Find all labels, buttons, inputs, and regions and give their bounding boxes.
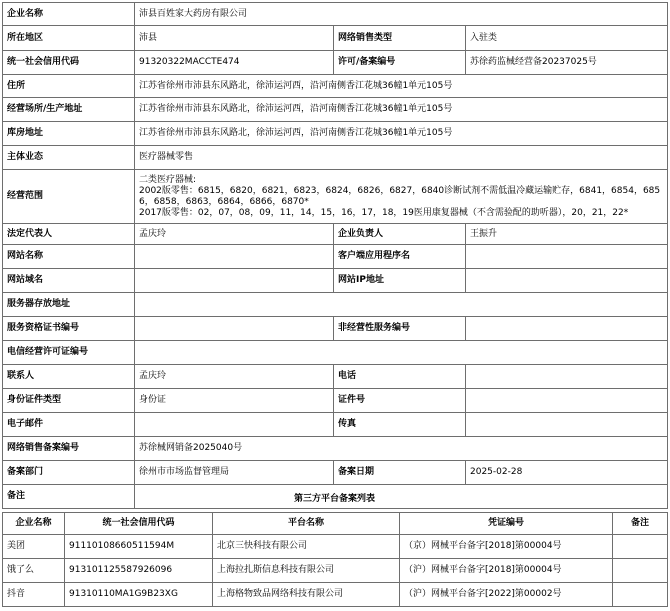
contact-value: 孟庆玲 [135,365,334,389]
service-cert-label: 服务资格证书编号 [3,317,135,341]
row-warehouse [3,122,668,146]
date-value: 2025-02-28 [466,461,668,485]
id-no-label: 证件号 [334,389,466,413]
cell-platform-name: 北京三快科技有限公司 [213,535,400,559]
telecom-label: 电信经营许可证编号 [3,341,135,365]
cell-cert-no: （沪）网械平台备字[2022]第00002号 [400,583,613,607]
non-op-value [466,317,668,341]
domain-value [135,269,334,293]
platform-list-title: 第三方平台备案列表 [293,494,375,504]
cell-platform-name: 上海拉扎斯信息科技有限公司 [213,559,400,583]
table-row [3,535,668,559]
premises-label: 经营场所/生产地址 [3,98,135,122]
fax-label: 传真 [334,413,466,437]
table-row [3,559,668,583]
region-value: 沛县 [135,26,334,51]
row-site-name [3,245,668,269]
fax-value [466,413,668,437]
email-value [135,413,334,437]
cell-company-name: 抖音 [3,583,65,607]
app-label: 客户端应用程序名 [334,245,466,269]
company-info-table [2,2,668,509]
row-scope [3,170,668,224]
cell-platform-name: 上海格物致品网络科技有限公司 [213,583,400,607]
ip-value [466,269,668,293]
platform-header-row [3,513,668,535]
ip-label: 网站IP地址 [334,269,466,293]
email-label: 电子邮件 [3,413,135,437]
row-legal-rep [3,224,668,245]
row-server [3,293,668,317]
row-service-cert [3,317,668,341]
cell-cert-no: （沪）网械平台备字[2018]第00004号 [400,559,613,583]
license-value: 苏徐药监械经营备20237025号 [466,51,668,75]
row-dept [3,461,668,485]
sales-type-label: 网络销售类型 [334,26,466,51]
row-domain [3,269,668,293]
business-value: 医疗器械零售 [135,146,668,170]
cell-credit-code: 91310110MA1G9B23XG [65,583,213,607]
id-no-value [466,389,668,413]
header-company-name: 企业名称 [3,513,65,535]
filing-no-value: 苏徐械网销备2025040号 [135,437,668,461]
cell-remark [613,535,668,559]
cell-remark [613,559,668,583]
server-label: 服务器存放地址 [3,293,135,317]
scope-line: 二类医疗器械: [139,174,197,185]
region-label: 所在地区 [3,26,135,51]
row-filing-no [3,437,668,461]
business-label: 主体业态 [3,146,135,170]
site-name-label: 网站名称 [3,245,135,269]
id-type-label: 身份证件类型 [3,389,135,413]
cell-company-name: 美团 [3,535,65,559]
head-value: 王振升 [466,224,668,245]
table-row [3,583,668,607]
scope-line: 2017版零售：02，07，08，09，11，14，15，16，17，18，19医用康复器械（不含需验配的助听器），20，21，22* [139,207,629,218]
site-name-value [135,245,334,269]
row-region [3,26,668,51]
cell-remark [613,583,668,607]
credit-code-label: 统一社会信用代码 [3,51,135,75]
contact-label: 联系人 [3,365,135,389]
cell-company-name: 饿了么 [3,559,65,583]
warehouse-value: 江苏省徐州市沛县东风路北，徐沛运河西，沿河南侧香江花城36幢1单元105号 [135,122,668,146]
scope-value [135,170,668,224]
residence-value: 江苏省徐州市沛县东风路北，徐沛运河西，沿河南侧香江花城36幢1单元105号 [135,75,668,98]
company-name-value: 沛县百姓家大药房有限公司 [135,3,668,26]
header-cert-no: 凭证编号 [400,513,613,535]
row-residence [3,75,668,98]
service-cert-value [135,317,334,341]
dept-value: 徐州市市场监督管理局 [135,461,334,485]
company-name-label: 企业名称 [3,3,135,26]
app-value [466,245,668,269]
telecom-value [135,341,668,365]
row-telecom [3,341,668,365]
cell-credit-code: 91110108660511594M [65,535,213,559]
server-value [135,293,668,317]
warehouse-label: 库房地址 [3,122,135,146]
scope-label: 经营范围 [3,170,135,224]
header-credit-code: 统一社会信用代码 [65,513,213,535]
domain-label: 网站域名 [3,269,135,293]
header-platform-name: 平台名称 [213,513,400,535]
cell-credit-code: 913101125587926096 [65,559,213,583]
premises-value: 江苏省徐州市沛县东风路北，徐沛运河西，沿河南侧香江花城36幢1单元105号 [135,98,668,122]
filing-no-label: 网络销售备案编号 [3,437,135,461]
residence-label: 住所 [3,75,135,98]
non-op-label: 非经营性服务编号 [334,317,466,341]
legal-rep-value: 孟庆玲 [135,224,334,245]
phone-value [466,365,668,389]
row-business [3,146,668,170]
cell-cert-no: （京）网械平台备字[2018]第00004号 [400,535,613,559]
head-label: 企业负责人 [334,224,466,245]
row-id-type [3,389,668,413]
phone-label: 电话 [334,365,466,389]
legal-rep-label: 法定代表人 [3,224,135,245]
date-label: 备案日期 [334,461,466,485]
dept-label: 备案部门 [3,461,135,485]
row-email [3,413,668,437]
credit-code-value: 91320322MACCTE474 [135,51,334,75]
row-contact [3,365,668,389]
header-remark: 备注 [613,513,668,535]
id-type-value: 身份证 [135,389,334,413]
license-label: 许可/备案编号 [334,51,466,75]
row-premises [3,98,668,122]
platform-table [2,512,668,607]
row-company-name [3,3,668,26]
sales-type-value: 入驻类 [466,26,668,51]
remark-label: 备注 [3,485,135,509]
scope-line: 2002版零售：6815，6820，6821，6823，6824，6826，6827，6840诊断试剂不需低温冷藏运输贮存，6841，6854，6856，6858，6863，6864，6866，6870* [139,185,661,207]
row-credit-code [3,51,668,75]
